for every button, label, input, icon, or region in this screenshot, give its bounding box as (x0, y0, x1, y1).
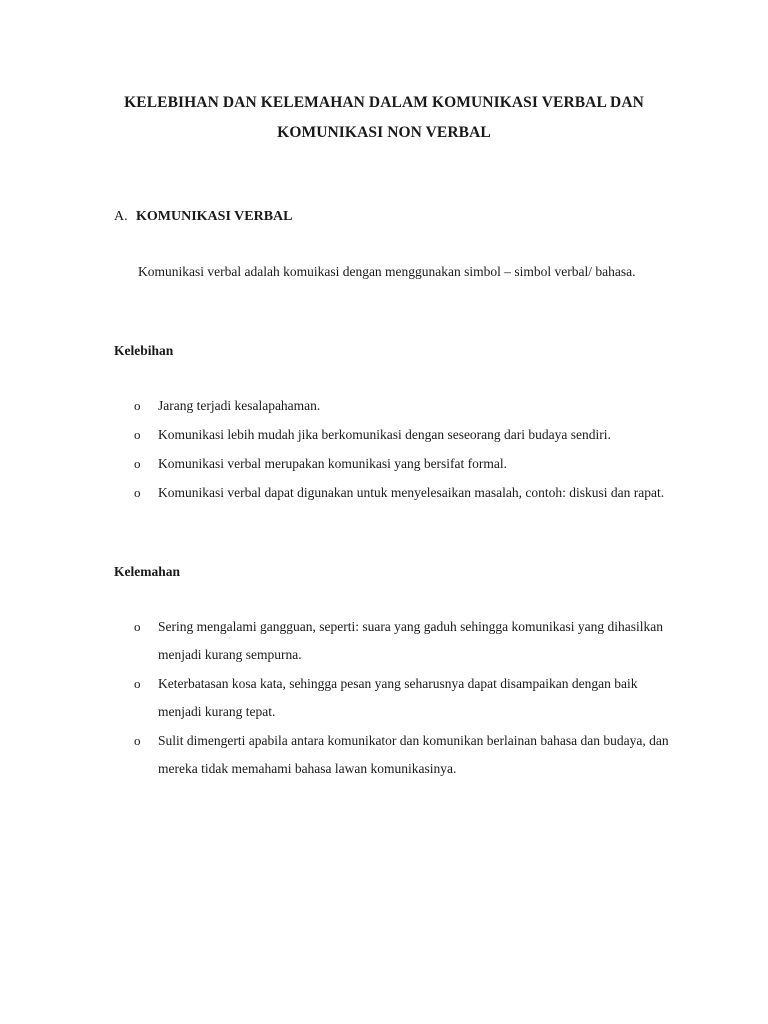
bullet-marker: o (134, 733, 141, 748)
section-a-paragraph (114, 258, 654, 286)
document-title-line-1: KELEBIHAN DAN KELEMAHAN DALAM KOMUNIKASI VERBAL DAN (124, 94, 644, 111)
list-item (114, 450, 674, 478)
list-item-text: Sulit dimengerti apabila antara komunikator dan komunikan berlainan bahasa dan budaya, dan mereka tidak memahami bahasa lawan komunikasinya. (158, 733, 669, 776)
bullet-marker: o (134, 676, 141, 691)
list-item-text: Sering mengalami gangguan, seperti: suara yang gaduh sehingga komunikasi yang dihasilkan menjadi kurang sempurna. (158, 619, 664, 662)
document-title-line-2: KOMUNIKASI NON VERBAL (277, 124, 491, 141)
bullet-marker: o (134, 398, 141, 413)
kelebihan-heading: Kelebihan (114, 343, 174, 358)
list-item (114, 613, 674, 669)
bullet-marker: o (134, 619, 141, 634)
list-item (114, 392, 674, 420)
list-item-text: Komunikasi lebih mudah jika berkomunikasi dengan seseorang dari budaya sendiri. (158, 427, 611, 442)
section-a-letter: A. (114, 209, 128, 224)
kelebihan-list (114, 392, 674, 508)
list-item-text: Komunikasi verbal merupakan komunikasi yang bersifat formal. (158, 456, 508, 471)
list-item (114, 421, 674, 449)
kelemahan-list (114, 613, 674, 784)
list-item-text: Keterbatasan kosa kata, sehingga pesan yang seharusnya dapat disampaikan dengan baik menjadi kurang tepat. (158, 676, 638, 719)
bullet-marker: o (134, 427, 141, 442)
list-item-text: Komunikasi verbal dapat digunakan untuk menyelesaikan masalah, contoh: diskusi dan rapat. (158, 485, 665, 500)
bullet-marker: o (134, 485, 141, 500)
list-item-text: Jarang terjadi kesalapahaman. (158, 398, 321, 413)
list-item (114, 727, 674, 783)
section-a-title: KOMUNIKASI VERBAL (136, 209, 293, 224)
list-item (114, 670, 674, 726)
list-item (114, 479, 674, 507)
paragraph-text: Komunikasi verbal adalah komuikasi dengan menggunakan simbol – simbol verbal/ bahasa. (138, 264, 636, 279)
bullet-marker: o (134, 456, 141, 471)
kelemahan-heading: Kelemahan (114, 564, 180, 579)
section-a-heading (114, 209, 293, 225)
